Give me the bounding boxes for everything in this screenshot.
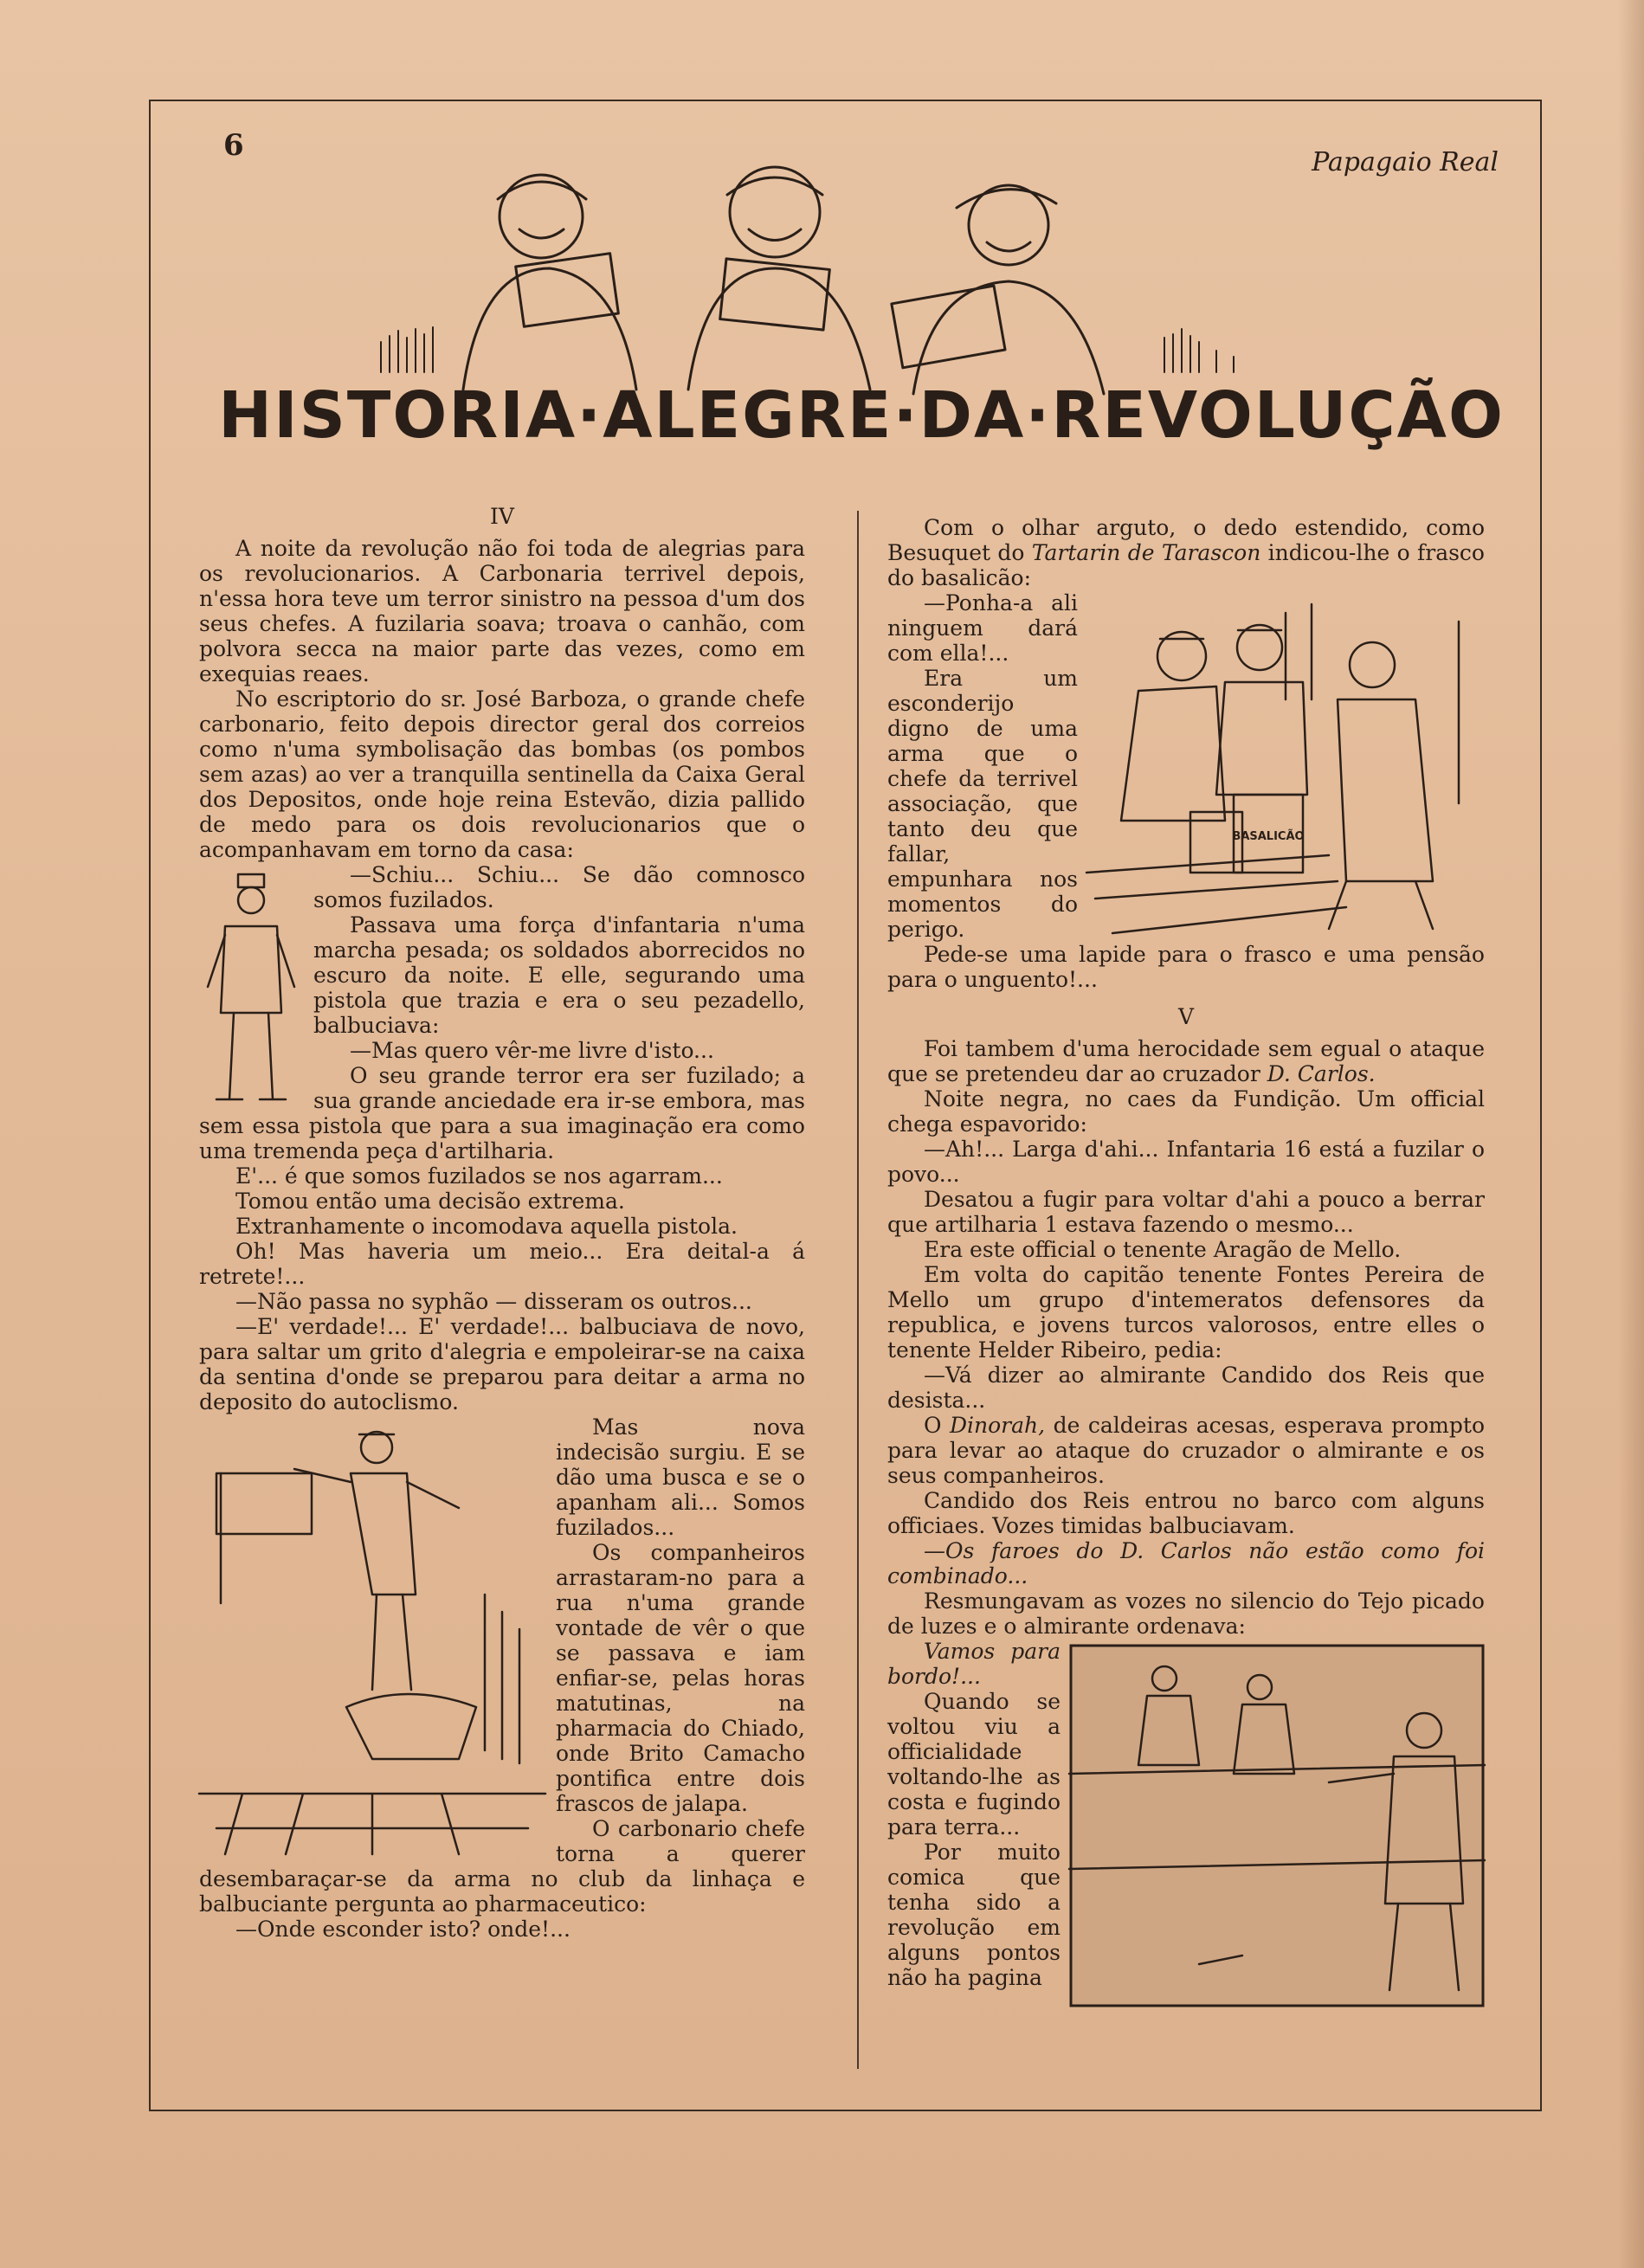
paragraph: Desatou a fugir para voltar d'ahi a pouco a berrar que artilharia 1 estava fazendo o mesmo... [887, 1187, 1485, 1237]
ship-deck-illustration [1069, 1644, 1485, 2007]
section-heading-v: V [1177, 1004, 1195, 1029]
left-column [199, 504, 805, 1942]
paragraph: Foi tambem d'uma herocidade sem egual o ataque que se pretendeu dar ao cruzador D. Carlos. [887, 1036, 1485, 1086]
paragraph: E'... é que somos fuzilados se nos agarram... [235, 1163, 723, 1189]
running-head: Papagaio Real [1312, 147, 1499, 177]
figure-left [463, 175, 636, 390]
hatching [381, 327, 1234, 372]
paragraph: Noite negra, no caes da Fundição. Um official chega espavorido: [887, 1086, 1485, 1137]
paragraph: Pede-se uma lapide para o frasco e uma pensão para o unguento!... [887, 942, 1485, 992]
paragraph: Era este official o tenente Aragão de Mello. [924, 1237, 1402, 1262]
paragraph: Em volta do capitão tenente Fontes Pereira de Mello um grupo d'intemeratos defensores da republica, e jovens turcos valorosos, entre elles o tenente Helder Ribeiro, pedia: [887, 1262, 1485, 1363]
paragraph: Quando se voltou viu a officialidade voltando-lhe as costa e fugindo para terra... [887, 1689, 1061, 1840]
paragraph: O carbonario chefe torna a querer desembaraçar-se da arma no club da linhaça e balbuciante pergunta ao pharmaceutico: [199, 1816, 805, 1917]
paragraph: —Vá dizer ao almirante Candido dos Reis que desista... [887, 1363, 1485, 1413]
paragraph: —E' verdade!... E' verdade!... balbuciava de novo, para saltar um grito d'alegria e empoleirar-se na caixa da sentina d'onde se preparou para deitar a arma no deposito do autoclismo. [199, 1314, 805, 1414]
header-illustration [218, 164, 1505, 511]
paragraph: —Schiu... Schiu... Se dão comnosco somos fuzilados. [313, 862, 805, 912]
paragraph: Oh! Mas haveria um meio... Era deital-a á retrete!... [199, 1239, 805, 1289]
jar-label: BASALICÃO [1232, 830, 1305, 843]
page-number: 6 [223, 128, 244, 163]
paragraph: Por muito comica que tenha sido a revolução em alguns pontos não ha pagina [887, 1840, 1061, 1990]
paragraph: —Ponha-a ali ninguem dará com ella!... [887, 590, 1078, 666]
paragraph: No escriptorio do sr. José Barboza, o grande chefe carbonario, feito depois director geral dos correios como n'uma symbolisação das bombas (os pombos sem azas) ao ver a tranquilla sentinella da Caixa Geral dos Depositos, onde hoje reina Estevão, dizia pallido de medo para os dois revolucionarios que o acompanhavam em torno da casa: [199, 686, 805, 862]
figure-middle [688, 167, 870, 390]
figure-right [892, 185, 1104, 394]
toilet-illustration [199, 1421, 545, 1859]
paragraph: Vamos para bordo!... [887, 1639, 1061, 1689]
paragraph: Candido dos Reis entrou no barco com alguns officiaes. Vozes timidas balbuciavam. [887, 1488, 1485, 1538]
paragraph: Os companheiros arrastaram-no para a rua n'uma grande vontade de vêr o que se passava e iam enfiar-se, pelas horas matutinas, na pharmacia do Chiado, onde Brito Camacho pontifica entre dois frascos de jalapa. [556, 1540, 805, 1816]
paragraph: O seu grande terror era ser fuzilado; a sua grande anciedade era ir-se embora, mas sem essa pistola que para a sua imaginação era como uma tremenda peça d'artilharia. [199, 1063, 805, 1163]
paragraph: Era um esconderijo digno de uma arma que o chefe da terrivel associação, que tanto deu que fallar, empunhara nos momentos do perigo. [887, 666, 1078, 942]
pharmacy-illustration [1086, 596, 1485, 942]
paragraph: A noite da revolução não foi toda de alegrias para os revolucionarios. A Carbonaria terrivel depois, n'essa hora teve um terror sinistro na pessoa d'um dos seus chefes. A fuzilaria soava; troava o canhão, com polvora secca na maior parte das vezes, como em exequias reaes. [199, 536, 805, 686]
sentinel-illustration [199, 866, 303, 1108]
header-title: HISTORIA·ALEGRE·DA·REVOLUÇÃO [218, 378, 1505, 453]
paragraph: —Ah!... Larga d'ahi... Infantaria 16 está a fuzilar o povo... [887, 1137, 1485, 1187]
paragraph: —Mas quero vêr-me livre d'isto... [350, 1038, 714, 1063]
paragraph: Resmungavam as vozes no silencio do Tejo picado de luzes e o almirante ordenava: [887, 1588, 1485, 1639]
paragraph: —Onde esconder isto? onde!... [235, 1917, 571, 1942]
paragraph: Passava uma força d'infantaria n'uma marcha pesada; os soldados aborrecidos no escuro da noite. E elle, segurando uma pistola que trazia e era o seu pezadello, balbuciava: [313, 912, 805, 1038]
paragraph: Mas nova indecisão surgiu. E se dão uma busca e se o apanham ali... Somos fuzilados... [556, 1414, 805, 1540]
paragraph: Tomou então uma decisão extrema. [235, 1189, 625, 1214]
paragraph: Extranhamente o incomodava aquella pistola. [235, 1214, 738, 1239]
paragraph: —Os faroes do D. Carlos não estão como foi combinado... [887, 1538, 1485, 1588]
paragraph: —Não passa no syphão — disseram os outros... [235, 1289, 752, 1314]
section-heading-iv: IV [490, 504, 514, 529]
paragraph: O Dinorah, de caldeiras acesas, esperava prompto para levar ao ataque do cruzador o almirante e os seus companheiros. [887, 1413, 1485, 1488]
right-column [887, 515, 1485, 2007]
column-divider [857, 511, 859, 2069]
paragraph: Com o olhar arguto, o dedo estendido, como Besuquet do Tartarin de Tarascon indicou-lhe o frasco do basalicão: [887, 515, 1485, 590]
